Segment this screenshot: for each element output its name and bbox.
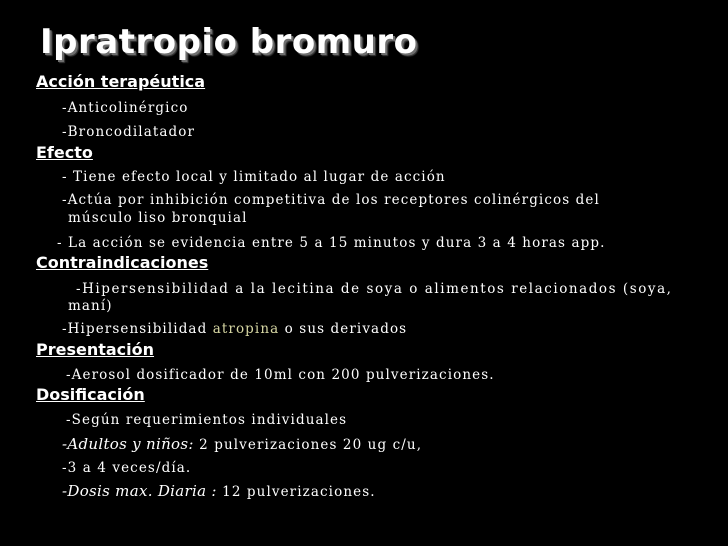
max-text: 12 pulverizaciones. (216, 484, 376, 500)
accion-item-broncodilatador: -Broncodilatador (62, 124, 196, 140)
max-label: -Dosis max. Diaria : (62, 482, 217, 500)
efecto-item-local: - Tiene efecto local y limitado al lugar de acción (62, 169, 446, 185)
efecto-item-inhibicion: -Actúa por inhibición competitiva de los receptores colinérgicos del (62, 192, 600, 208)
heading-contraindicaciones: Contraindicaciones (36, 253, 209, 272)
efecto-item-inhibicion-cont: músculo liso bronquial (68, 210, 248, 226)
heading-dosificacion: Dosificación (36, 385, 145, 404)
efecto-item-duracion: - La acción se evidencia entre 5 a 15 minutos y dura 3 a 4 horas app. (57, 235, 606, 251)
presentacion-item-aerosol: -Aerosol dosificador de 10ml con 200 pulverizaciones. (66, 367, 495, 383)
dosificacion-item-veces: -3 a 4 veces/día. (62, 460, 192, 476)
adultos-text: 2 pulverizaciones 20 ug c/u, (193, 437, 423, 453)
dosificacion-item-adultos (62, 435, 422, 454)
dosificacion-item-requerimientos: -Según requerimientos individuales (66, 412, 348, 428)
heading-accion-terapeutica: Acción terapéutica (36, 72, 206, 91)
dosificacion-item-max (62, 482, 376, 501)
contra-item-atropina-prefix: -Hipersensibilidad (62, 321, 213, 337)
contra-item-atropina (62, 320, 407, 338)
contra-item-atropina-suffix: o sus derivados (279, 321, 408, 337)
heading-presentacion: Presentación (36, 340, 155, 359)
slide-title: Ipratropio bromuro (40, 22, 418, 62)
accion-item-anticolinergico: -Anticolinérgico (62, 100, 189, 116)
contra-item-lecitina: -Hipersensibilidad a la lecitina de soya o alimentos relacionados (soya, (76, 281, 673, 297)
atropina-highlight: atropina (212, 321, 280, 337)
contra-item-lecitina-cont: maní) (68, 298, 113, 314)
heading-efecto: Efecto (36, 143, 93, 162)
adultos-label: -Adultos y niños: (62, 435, 194, 453)
